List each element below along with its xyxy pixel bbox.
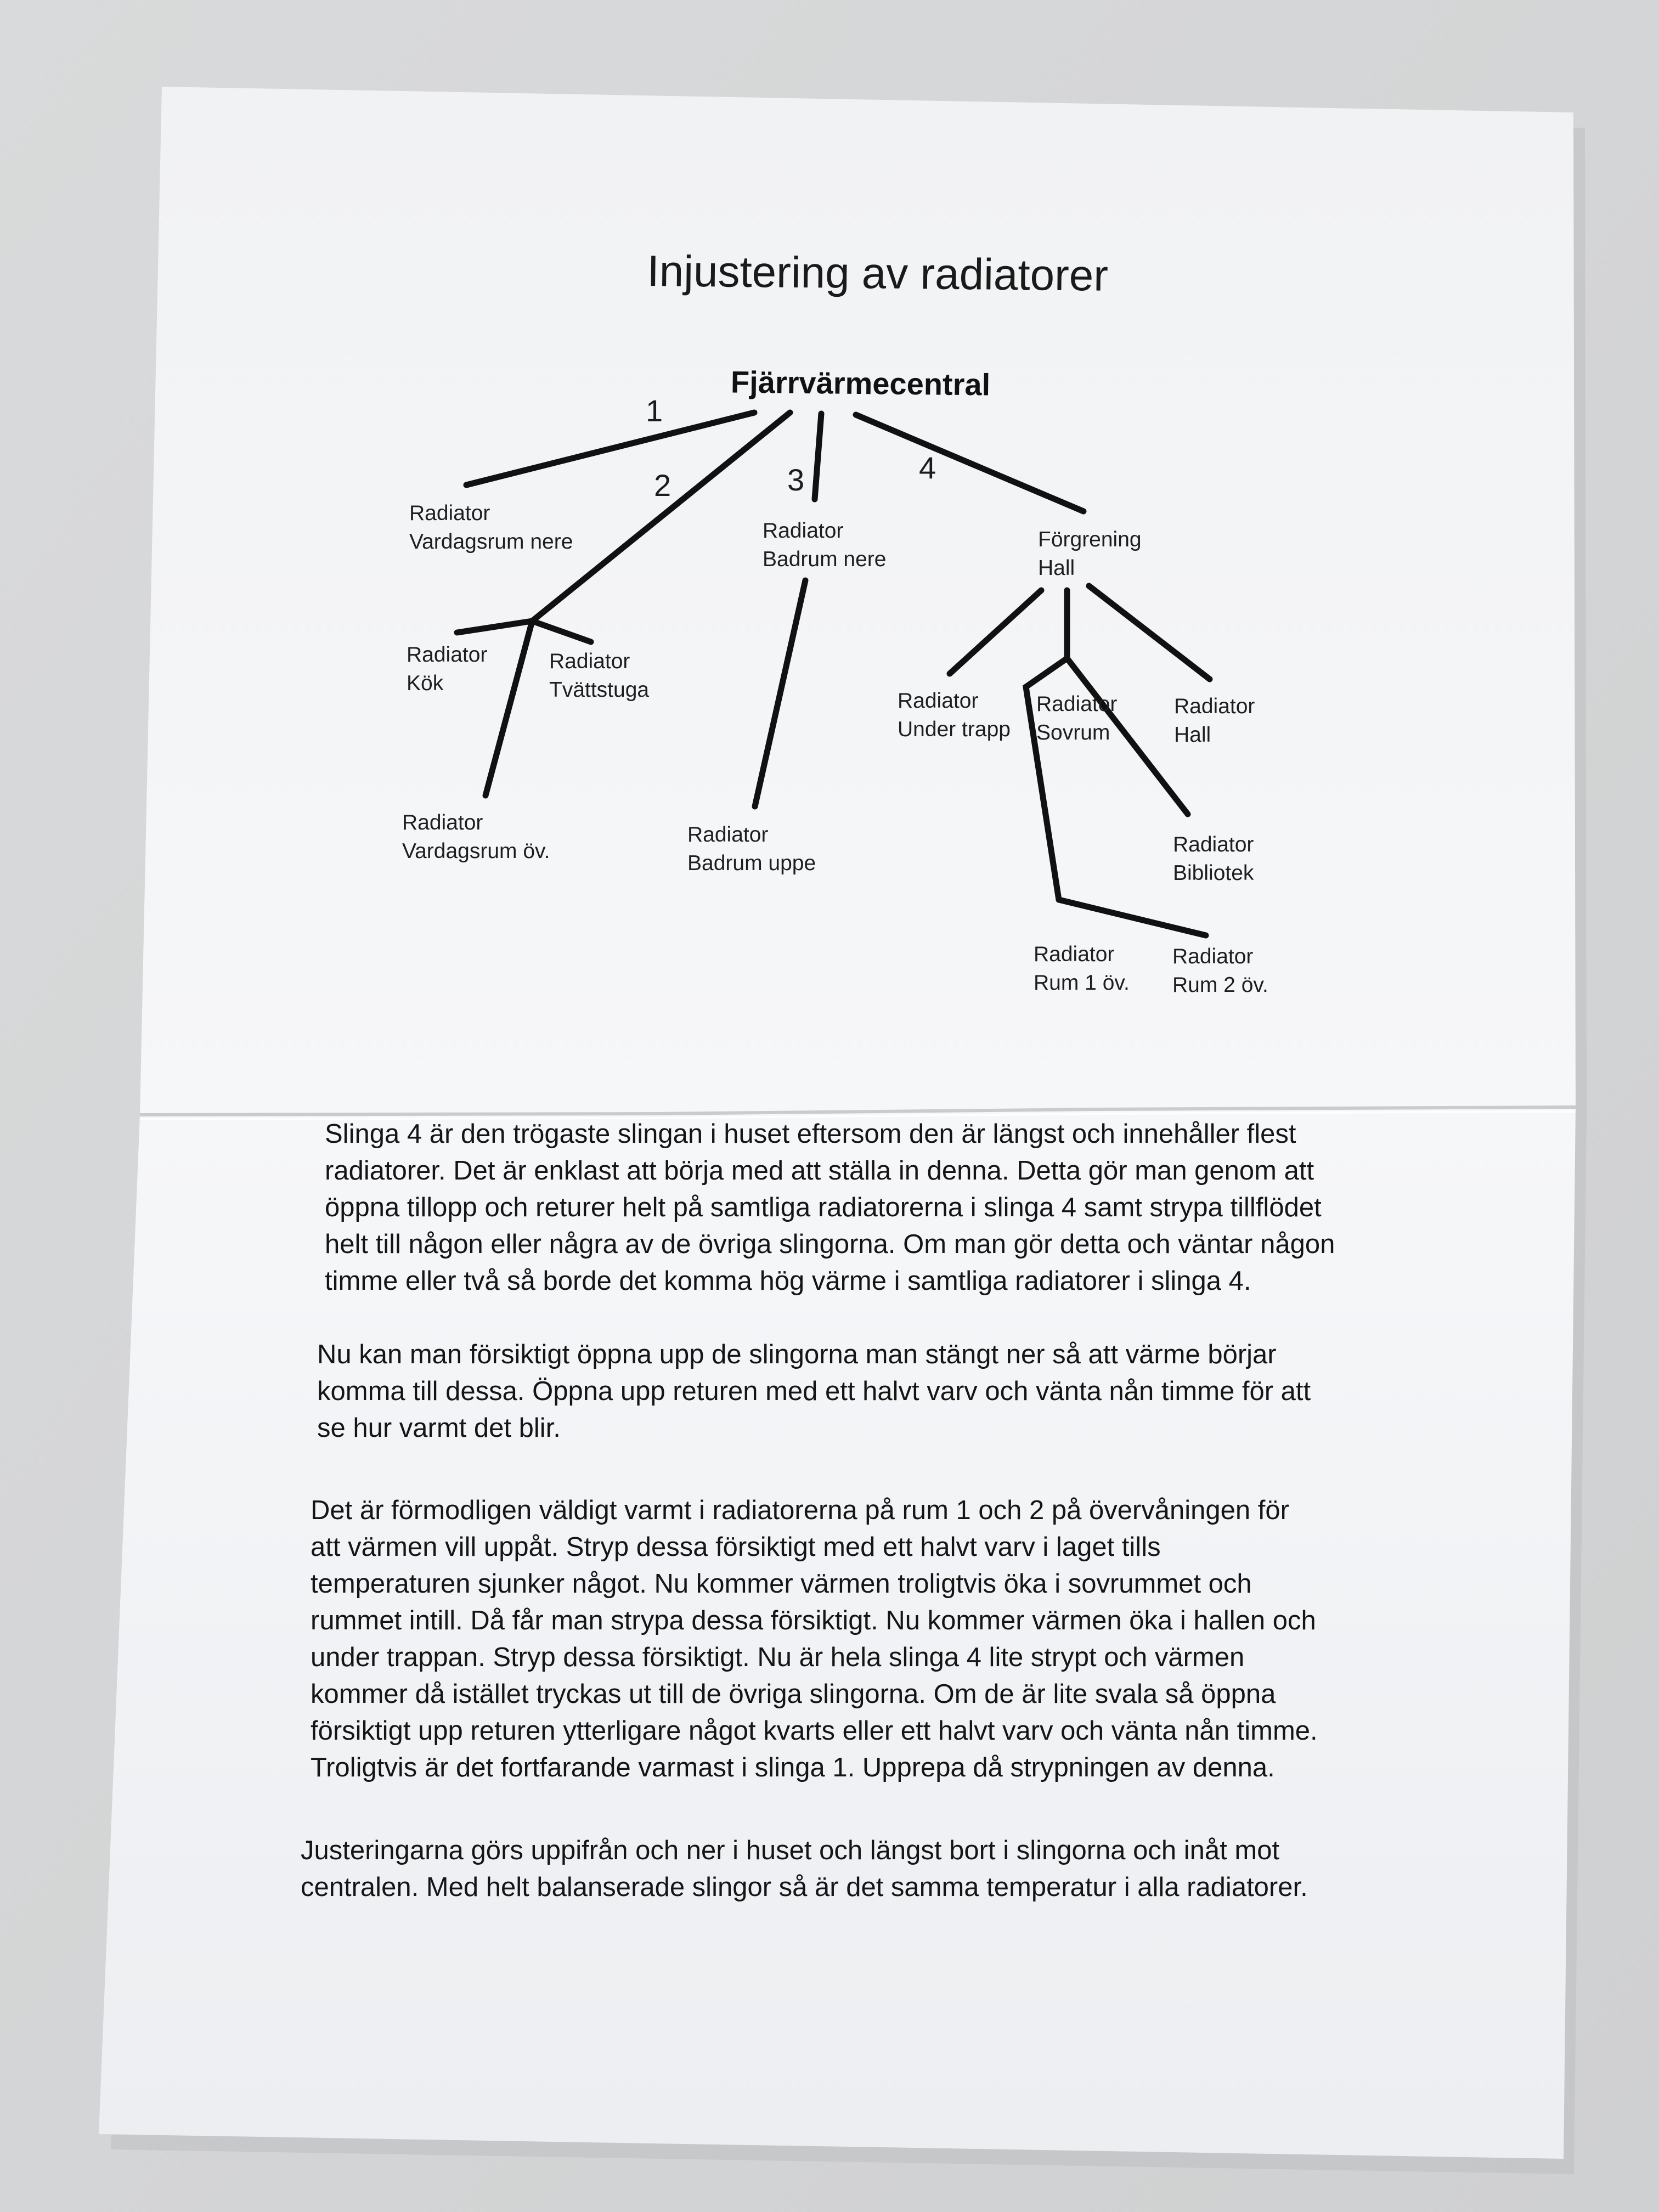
node-rum1-ov: Radiator Rum 1 öv. <box>1034 943 1130 995</box>
node-tvattstuga: Radiator Tvättstuga <box>549 650 650 702</box>
node-hall: Radiator Hall <box>1174 695 1255 747</box>
pipe-kok <box>457 621 532 633</box>
loop-number-2: 2 <box>654 468 672 503</box>
pipe-loop-3 <box>815 414 821 499</box>
node-vardagsrum-nere: Radiator Vardagsrum nere <box>409 501 573 554</box>
pipe-hall <box>1089 586 1210 679</box>
node-vardagsrum-ov: Radiator Vardagsrum öv. <box>402 811 550 863</box>
loop-number-3: 3 <box>787 462 805 497</box>
paragraph-4: Justeringarna görs uppifrån och ner i huset och längst bort i slingorna och inåt mot centralen. Med helt balanserade slingor så är det samma temperatur i alla radiatorer. <box>301 1836 1308 1902</box>
document-title: Injustering av radiatorer <box>647 246 1109 300</box>
node-badrum-uppe: Radiator Badrum uppe <box>687 823 816 875</box>
node-rum2-ov: Radiator Rum 2 öv. <box>1172 945 1268 997</box>
node-kok: Radiator Kök <box>407 643 488 695</box>
pipe-vardagsrum-ov <box>486 621 532 795</box>
pipe-loop-4 <box>856 415 1084 511</box>
pipe-tvattstuga <box>532 621 591 642</box>
node-bibliotek: Radiator Bibliotek <box>1173 833 1254 885</box>
pipe-rum2 <box>1059 900 1206 935</box>
pipe-badrum <box>755 580 805 806</box>
node-forgrening-hall: Förgrening Hall <box>1038 528 1142 580</box>
paragraph-2: Nu kan man försiktigt öppna upp de slingorna man stängt ner så att värme börjar komma till dessa. Öppna upp returen med ett halvt varv och vänta nån timme för att se hur varmt det blir. <box>317 1340 1311 1443</box>
node-sovrum: Radiator Sovrum <box>1036 692 1118 744</box>
node-badrum-nere: Radiator Badrum nere <box>763 519 887 571</box>
node-under-trapp: Radiator Under trapp <box>898 689 1011 741</box>
loop-number-4: 4 <box>919 450 936 485</box>
loop-number-1: 1 <box>646 393 663 428</box>
diagram-root-label: Fjärrvärmecentral <box>730 364 991 402</box>
paragraph-3: Det är förmodligen väldigt varmt i radiatorerna på rum 1 och 2 på övervåningen för att värmen vill uppåt. Stryp dessa försiktigt med ett halvt varv i laget tills temperaturen sjunker något. Nu kommer värmen troligtvis öka i sovrummet och rummet intill. Då får man strypa dessa försiktigt. Nu kommer värmen öka i hallen och under trappan. Stryp dessa försiktigt. Nu är hela slinga 4 lite strypt och värmen kommer då istället tryckas ut till de övriga slingorna. Om de är lite svala så öppna försiktigt upp returen ytterligare något kvarts eller ett halvt varv och vänta nån timme. Troligtvis är det fortfarande varmast i slinga 1. Upprepa då strypningen av denna. <box>311 1496 1318 1782</box>
pipe-under-trapp <box>950 590 1041 674</box>
paragraph-1: Slinga 4 är den trögaste slingan i huset eftersom den är längst och innehåller flest radiatorer. Det är enklast att börja med att ställa in denna. Detta gör man genom att öppna tillopp och returer helt på samtliga radiatorerna i slinga 4 samt strypa tillflödet helt till någon eller några av de övriga slingorna. Om man gör detta och väntar någon timme eller två så borde det komma hög värme i samtliga radiatorer i slinga 4. <box>325 1119 1335 1296</box>
